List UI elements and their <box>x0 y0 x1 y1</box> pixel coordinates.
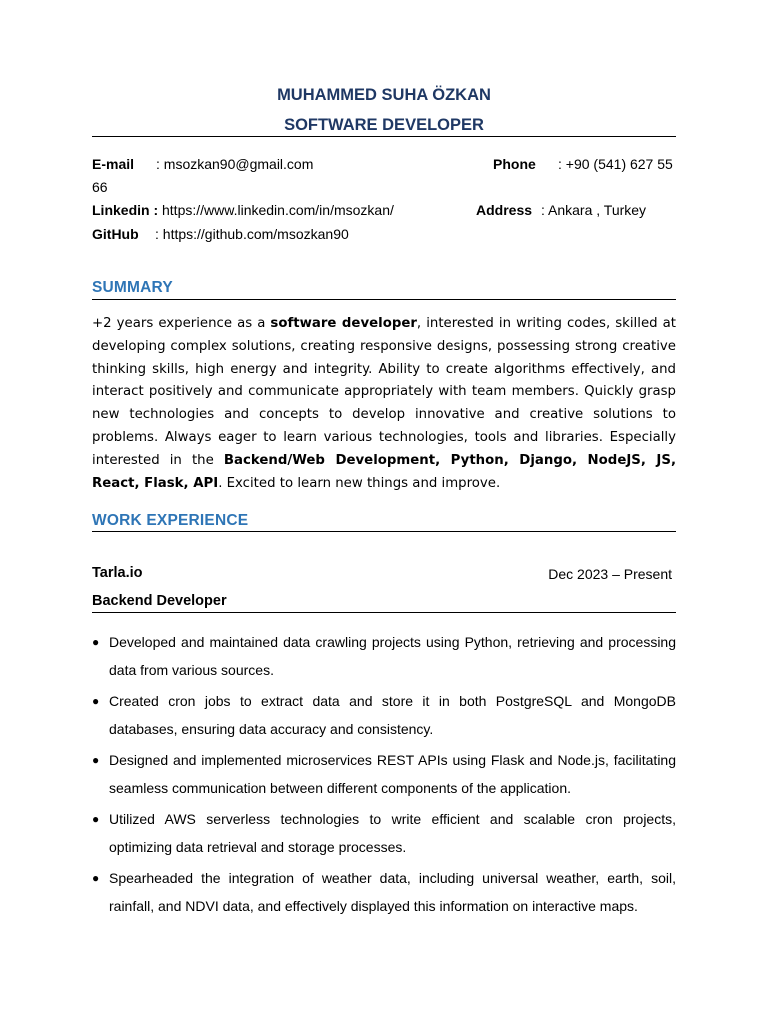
bullet-icon: ● <box>92 753 100 767</box>
summary-text <box>92 313 676 495</box>
job-position: Backend Developer <box>92 593 227 609</box>
list-item <box>92 687 676 743</box>
work-experience-heading: WORK EXPERIENCE <box>92 512 249 529</box>
summary-divider <box>92 299 676 300</box>
company-name: Tarla.io <box>92 565 143 581</box>
summary-bold-1: software developer <box>270 316 417 331</box>
position-divider <box>92 612 676 613</box>
bullet-icon: ● <box>92 812 100 826</box>
list-item <box>92 805 676 861</box>
linkedin-value[interactable]: https://www.linkedin.com/in/msozkan/ <box>162 202 394 218</box>
bullet-text: Created cron jobs to extract data and store it in both PostgreSQL and MongoDB databases, ensuring data accuracy and consistency. <box>109 693 676 737</box>
bullet-text: Designed and implemented microservices REST APIs using Flask and Node.js, facilitating seamless communication between different components of the application. <box>109 752 676 796</box>
employment-dates: Dec 2023 – Present <box>548 566 672 582</box>
address-value: : Ankara , Turkey <box>541 202 647 218</box>
phone-value-wrap: 66 <box>92 179 108 195</box>
summary-part-3: . Excited to learn new things and improve. <box>218 475 501 491</box>
bullet-icon: ● <box>92 635 100 649</box>
candidate-name: MUHAMMED SUHA ÖZKAN <box>277 86 491 104</box>
work-experience-divider <box>92 531 676 532</box>
summary-bold-2: Backend/Web Development, Python, Django, NodeJS, JS, React, Flask, API <box>92 452 676 491</box>
github-label: GitHub <box>92 226 139 242</box>
bullet-text: Developed and maintained data crawling projects using Python, retrieving and processing data from various sources. <box>109 634 676 678</box>
email-label: E-mail <box>92 156 135 172</box>
address-label: Address <box>476 202 533 218</box>
phone-value: : +90 (541) 627 55 <box>558 156 673 172</box>
experience-bullet-list <box>92 628 676 923</box>
candidate-title: SOFTWARE DEVELOPER <box>284 116 484 134</box>
email-value[interactable]: : msozkan90@gmail.com <box>156 156 314 172</box>
github-value[interactable]: : https://github.com/msozkan90 <box>155 226 349 242</box>
list-item <box>92 746 676 802</box>
phone-label: Phone <box>493 156 536 172</box>
bullet-text: Spearheaded the integration of weather data, including universal weather, earth, soil, rainfall, and NDVI data, and effectively displayed this information on interactive maps. <box>109 870 676 914</box>
list-item <box>92 628 676 684</box>
summary-part-1: +2 years experience as a <box>92 316 271 331</box>
bullet-icon: ● <box>92 694 100 708</box>
header-divider <box>92 136 676 137</box>
bullet-icon: ● <box>92 871 100 885</box>
linkedin-label: Linkedin : <box>92 202 159 218</box>
bullet-text: Utilized AWS serverless technologies to write efficient and scalable cron projects, optimizing data retrieval and storage processes. <box>109 811 676 855</box>
summary-heading: SUMMARY <box>92 279 173 296</box>
summary-part-2: , interested in writing codes, skilled at developing complex solutions, creating responsive designs, possessing strong creative thinking skills, high energy and integrity. Ability to create algorithms effectively, and interact positively and communicate appropriately with team members. Quickly grasp new technologies and concepts to develop innovative and creative solutions to problems. Always eager to learn various technologies, tools and libraries. Especially interested in the <box>92 316 676 468</box>
list-item <box>92 864 676 920</box>
